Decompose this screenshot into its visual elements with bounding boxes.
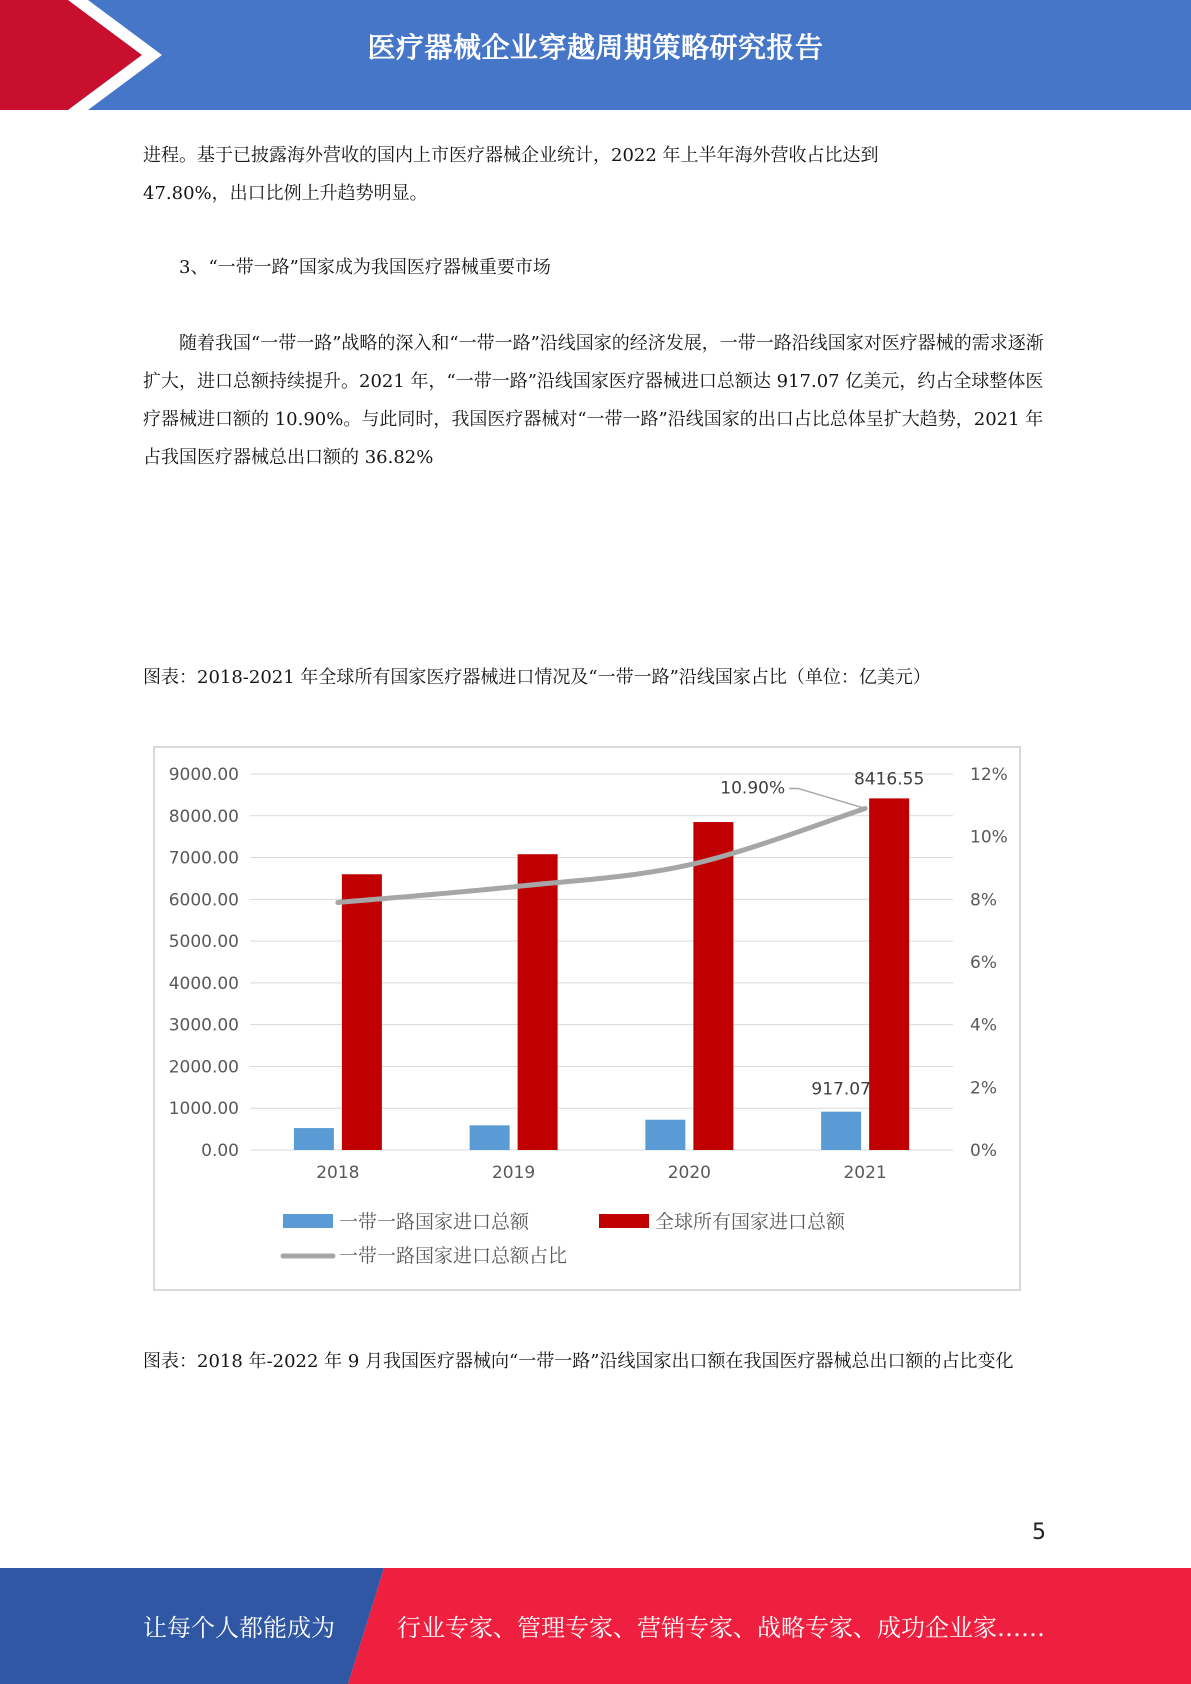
data-label-belt-road-2021: 917.07 (811, 1079, 871, 1100)
y-left-tick-label: 6000.00 (168, 890, 239, 911)
paragraph-1-line-1: 进程。基于已披露海外营收的国内上市医疗器械企业统计，2022 年上半年海外营收占比达到 (143, 145, 879, 166)
y-left-tick-label: 3000.00 (168, 1015, 239, 1036)
bar-belt-road-2021 (821, 1112, 861, 1150)
y-right-tick-label: 10% (970, 827, 1008, 848)
y-left-tick-label: 1000.00 (168, 1099, 239, 1120)
paragraph-2: 随着我国“一带一路”战略的深入和“一带一路”沿线国家的经济发展，一带一路沿线国家对医疗器械的需求逐渐扩大，进口总额持续提升。2021 年，“一带一路”沿线国家医疗器械进口总额达 917.07 亿美元，约占全球整体医疗器械进口额的 10.90%。与此同时，我国医疗器械对“一带一路”沿线国家的出口占比总体呈扩大趋势，2021 年占我国医疗器械总出口额的 36.82% (143, 333, 1044, 468)
data-label-share-2021: 10.90% (720, 778, 786, 799)
y-left-tick-label: 5000.00 (168, 932, 239, 953)
line-belt-road-share (338, 808, 865, 902)
legend-global-swatch (599, 1214, 649, 1228)
y-left-tick-label: 8000.00 (168, 806, 239, 827)
page-title: 医疗器械企业穿越周期策略研究报告 (367, 31, 824, 64)
import-chart (155, 748, 1019, 1289)
bar-belt-road-2018 (294, 1128, 334, 1150)
y-left-tick-label: 9000.00 (168, 765, 239, 785)
bar-global-2018 (342, 874, 382, 1150)
x-axis-label: 2020 (667, 1163, 712, 1183)
legend-belt-road-label: 一带一路国家进口总额 (339, 1211, 530, 1233)
footer-slogan-left: 让每个人都能成为 (143, 1614, 335, 1642)
page-number: 5 (1032, 1520, 1046, 1545)
legend-belt-road-swatch (283, 1214, 333, 1228)
y-right-tick-label: 8% (970, 890, 997, 911)
y-right-tick-label: 12% (970, 765, 1008, 785)
y-right-tick-label: 2% (970, 1078, 997, 1099)
y-left-tick-label: 4000.00 (168, 973, 239, 994)
chart-frame (153, 746, 1021, 1291)
section-heading: 3、“一带一路”国家成为我国医疗器械重要市场 (179, 257, 551, 278)
bar-belt-road-2020 (645, 1120, 685, 1150)
bar-belt-road-2019 (470, 1125, 510, 1150)
x-axis-label: 2021 (843, 1163, 887, 1183)
x-axis-label: 2019 (491, 1163, 536, 1183)
data-label-leader-line (789, 788, 865, 808)
y-left-tick-label: 7000.00 (168, 848, 239, 869)
legend-global-label: 全球所有国家进口总额 (655, 1211, 846, 1233)
bar-global-2020 (693, 822, 733, 1150)
bar-global-2021 (869, 798, 909, 1150)
legend-share-label: 一带一路国家进口总额占比 (339, 1245, 568, 1267)
chart-caption-2: 图表：2018 年-2022 年 9 月我国医疗器械向“一带一路”沿线国家出口额在我国医疗器械总出口额的占比变化 (143, 1351, 1014, 1372)
y-left-tick-label: 0.00 (201, 1141, 239, 1161)
y-right-tick-label: 4% (970, 1015, 997, 1036)
x-axis-label: 2018 (316, 1163, 360, 1183)
chart-caption-1: 图表：2018-2021 年全球所有国家医疗器械进口情况及“一带一路”沿线国家占比（单位：亿美元） (143, 667, 931, 688)
footer-slogan-right: 行业专家、管理专家、营销专家、战略专家、成功企业家…… (397, 1614, 1045, 1642)
data-label-global-2021: 8416.55 (853, 769, 925, 790)
y-right-tick-label: 0% (970, 1141, 997, 1161)
paragraph-1-line-2: 47.80%，出口比例上升趋势明显。 (143, 183, 428, 204)
bar-global-2019 (518, 854, 558, 1150)
y-left-tick-label: 2000.00 (168, 1057, 239, 1078)
y-right-tick-label: 6% (970, 953, 997, 973)
